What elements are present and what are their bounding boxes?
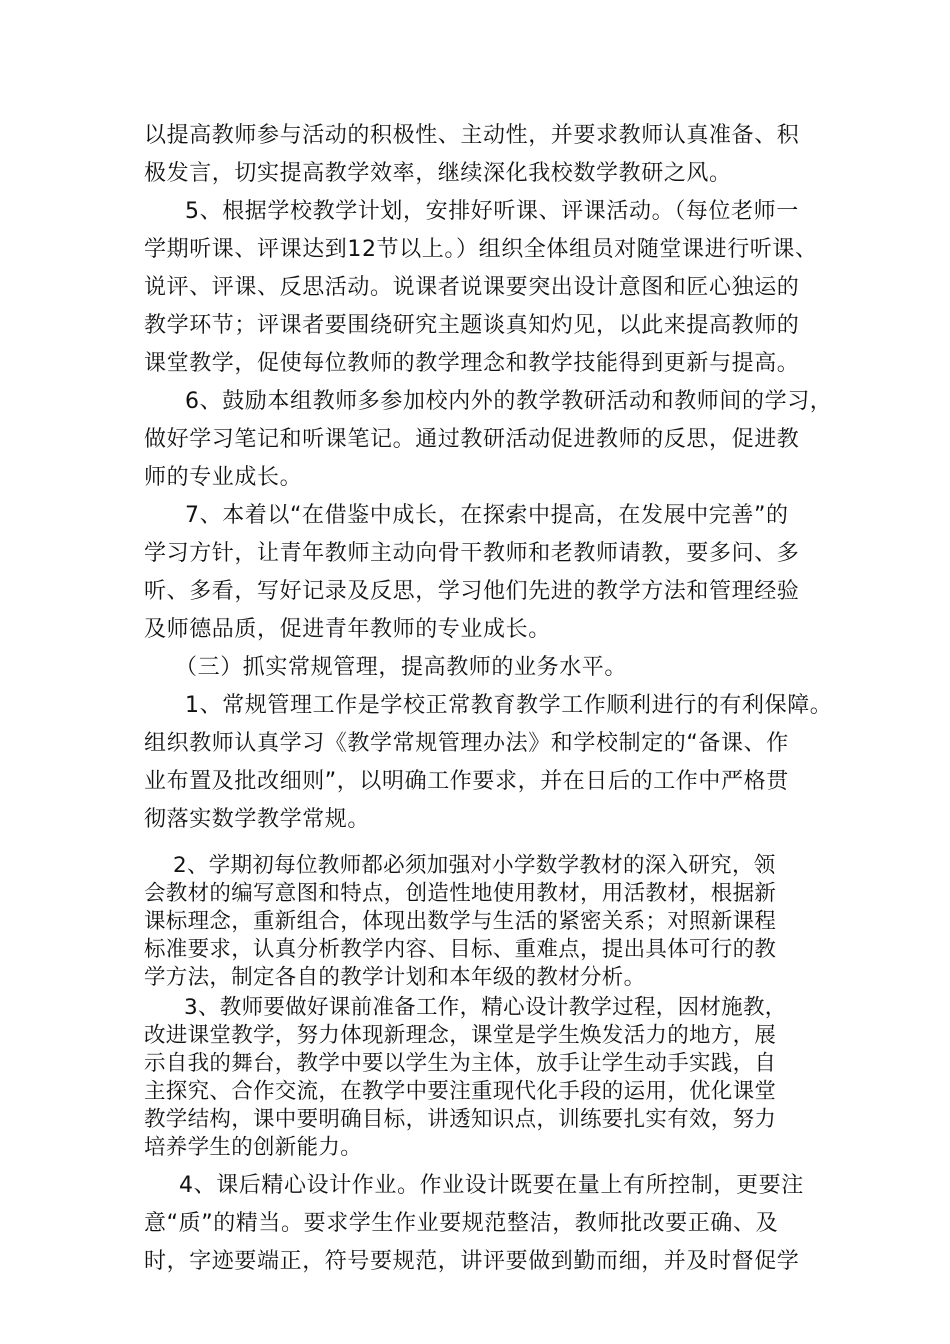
text-line: 意“质”的精当。要求学生作业要规范整洁，教师批改要正确、及 [144,1211,779,1236]
text-line: 课标理念，重新组合，体现出数学与生活的紧密关系；对照新课程 [144,909,777,934]
text-line: 说评、评课、反思活动。说课者说课要突出设计意图和匠心独运的 [144,275,800,300]
text-line: 7、本着以“在借鉴中成长，在探索中提高，在发展中完善”的 [185,503,789,528]
text-line: 5、根据学校教学计划，安排好听课、评课活动。（每位老师一 [185,199,799,224]
section-heading: （三）抓实常规管理，提高教师的业务水平。 [175,655,628,680]
text-line: 师的专业成长。 [144,465,303,490]
text-line: 6、鼓励本组教师多参加校内外的教学教研活动和教师间的学习， [185,389,833,414]
text-line: 主探究、合作交流，在教学中要注重现代化手段的运用，优化课堂 [144,1079,777,1104]
text-line: 极发言，切实提高教学效率，继续深化我校数学教研之风。 [144,161,732,186]
text-line: 课堂教学，促使每位教师的教学理念和教学技能得到更新与提高。 [144,351,800,376]
text-line: 学期听课、评课达到12节以上。）组织全体组员对随堂课进行听课、 [144,237,818,262]
text-line: 标准要求，认真分析教学内容、目标、重难点，提出具体可行的教 [144,937,777,962]
text-line: 彻落实数学教学常规。 [144,807,371,832]
text-line: 做好学习笔记和听课笔记。通过教研活动促进教师的反思，促进教 [144,427,800,452]
text-line: 改进课堂教学，努力体现新理念，课堂是学生焕发活力的地方，展 [144,1023,777,1048]
text-line: 教学环节；评课者要围绕研究主题谈真知灼见，以此来提高教师的 [144,313,800,338]
text-line: 会教材的编写意图和特点，创造性地使用教材，用活教材，根据新 [144,881,777,906]
text-line: 3、教师要做好课前准备工作，精心设计教学过程，因材施教， [184,995,787,1020]
text-line: 时，字迹要端正，符号要规范，讲评要做到勤而细，并及时督促学 [144,1249,800,1274]
text-line: 及师德品质，促进青年教师的专业成长。 [144,617,551,642]
text-line: 学方法，制定各自的教学计划和本年级的教材分析。 [144,965,646,990]
text-line: 1、常规管理工作是学校正常教育教学工作顺利进行的有利保障。 [185,693,833,718]
text-line: 以提高教师参与活动的积极性、主动性，并要求教师认真准备、积 [144,123,800,148]
text-line: 2、学期初每位教师都必须加强对小学数学教材的深入研究，领 [173,853,776,878]
text-line: 示自我的舞台，教学中要以学生为主体，放手让学生动手实践，自 [144,1051,777,1076]
text-line: 培养学生的创新能力。 [144,1135,363,1160]
text-line: 组织教师认真学习《教学常规管理办法》和学校制定的“备课、作 [144,731,789,756]
text-line: 4、课后精心设计作业。作业设计既要在量上有所控制，更要注 [179,1173,804,1198]
text-line: 听、多看，写好记录及反思，学习他们先进的教学方法和管理经验 [144,579,800,604]
text-line: 业布置及批改细则”，以明确工作要求，并在日后的工作中严格贯 [144,769,789,794]
text-line: 教学结构，课中要明确目标，讲透知识点，训练要扎实有效，努力 [144,1107,777,1132]
text-line: 学习方针，让青年教师主动向骨干教师和老教师请教，要多问、多 [144,541,800,566]
